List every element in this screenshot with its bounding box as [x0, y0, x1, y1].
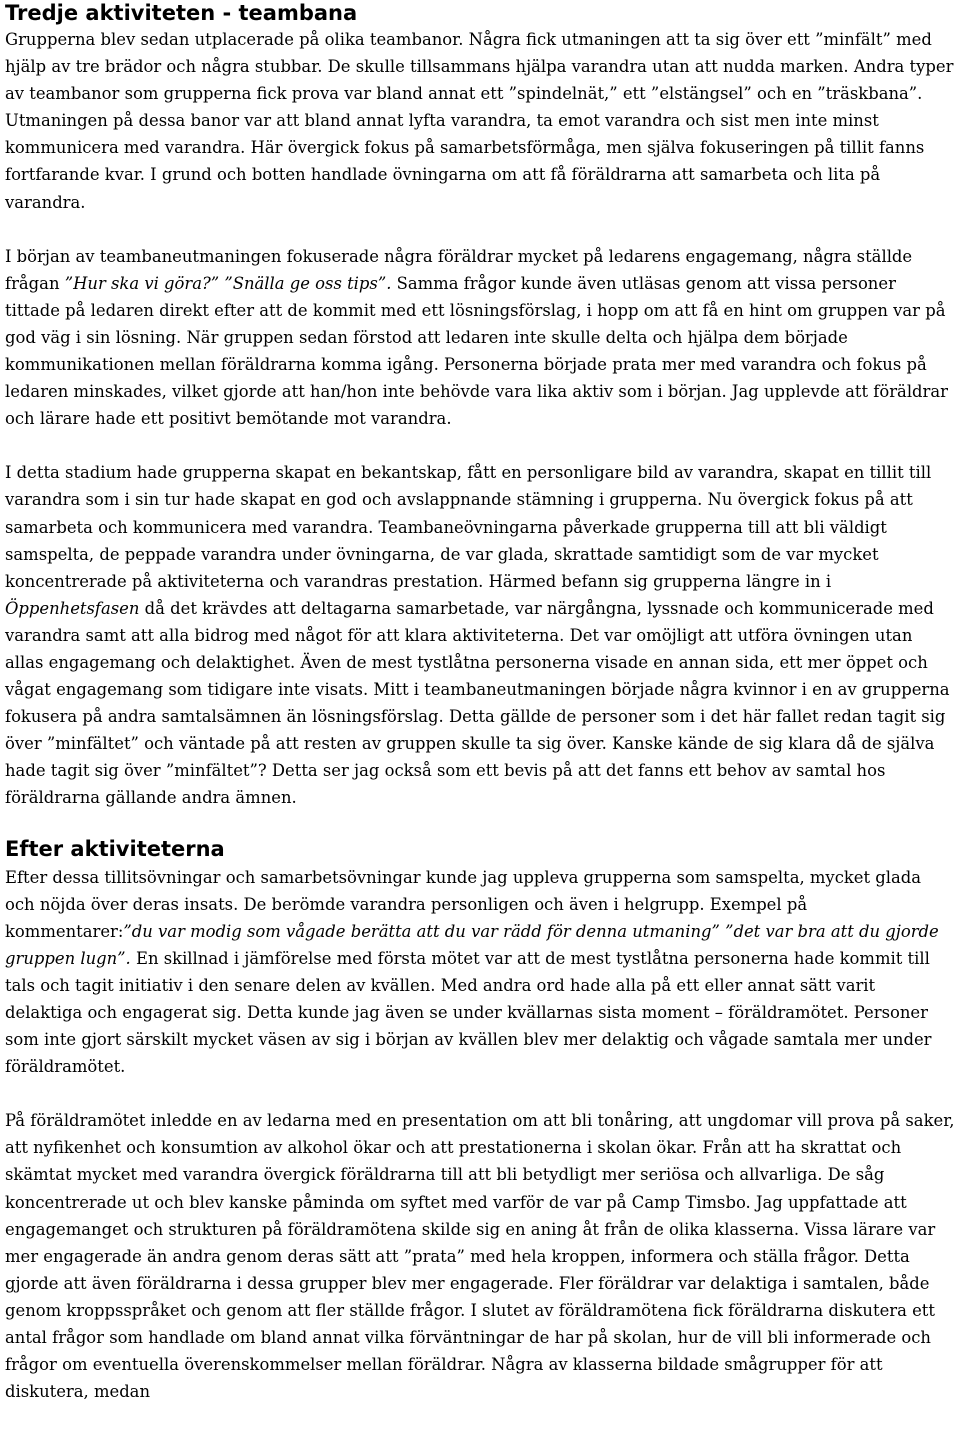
paragraph-text: På föräldramötet inledde en av ledarna med en presentation om att bli tonåring, att ungdomar vill prova på saker, att nyfikenhet och konsumtion av alkohol ökar och att prestationerna i skolan ökar. Från att ha skrattat och skämtat mycket med varandra övergick föräldrarna till att bli betydligt mer seriösa och allvarliga. De såg koncentrerade ut och blev kanske påminda om syftet med varför de var på Camp Timsbo. Jag uppfattade att engagemanget och strukturen på föräldramötena skilde sig en aning åt från de olika klasserna. Vissa lärare var mer engagerade än andra genom deras sätt att ”prata” med hela kroppen, informera och ställa frågor. Detta gjorde att även föräldrarna i dessa grupper blev mer engagerade. Fler föräldrar var delaktiga i samtalen, både genom kroppsspråket och genom att fler ställde frågor. I slutet av föräldramötena fick föräldrarna diskutera ett antal frågor som handlade om bland annat vilka förväntningar de har på skolan, hur de vill bli informerade och frågor om eventuella överenskommelser mellan föräldrar. Några av klasserna bildade smågrupper för att diskutera, medan: [5, 1111, 955, 1402]
paragraph-text: Efter dessa tillitsövningar och samarbetsövningar kunde jag uppleva grupperna som samspelta, mycket glada och nöjda över deras insats. De berömde varandra personligen och även i helgrupp. Exempel på kommentarer:: [5, 867, 922, 941]
paragraph-teambanor: [5, 26, 955, 216]
section-heading-after-activities: Efter aktiviteterna: [5, 836, 225, 861]
quoted-comments: ”du var modig som vågade berätta att du var rädd för denna utmaning” ”det var bra att du gjorde gruppen lugn”.: [5, 921, 939, 968]
document-page: [5, 0, 955, 1405]
paragraph-text: En skillnad i jämförelse med första mötet var att de mest tystlåtna personerna hade kommit till tals och tagit initiativ i den senare delen av kvällen. Med andra ord hade alla på ett eller annat sätt varit delaktiga och engagerat sig. Detta kunde jag även se under kvällarnas sista moment – föräldramötet. Personer som inte gjort särskilt mycket väsen av sig i början av kvällen blev mer delaktig och vågade samtala mer under föräldramötet.: [5, 948, 932, 1077]
paragraph-teambane-start: [5, 243, 955, 433]
paragraph-text: I detta stadium hade grupperna skapat en bekantskap, fått en personligare bild av varandra, skapat en tillit till varandra som i sin tur hade skapat en god och avslappnande stämning i grupperna. Nu övergick fokus på att samarbeta och kommunicera med varandra. Teambaneövningarna påverkade grupperna till att bli väldigt samspelta, de peppade varandra under övningarna, de var glada, skrattade samtidigt som de var mycket koncentrerade på aktiviteterna och varandras prestation. Härmed befann sig grupperna längre in i: [5, 463, 932, 591]
paragraph-text: Grupperna blev sedan utplacerade på olika teambanor. Några fick utmaningen att ta sig över ett ”minfält” med hjälp av tre brädor och några stubbar. De skulle tillsammans hjälpa varandra utan att nudda marken. Andra typer av teambanor som grupperna fick prova var bland annat ett ”spindelnät,” ett ”elstängsel” och en ”träskbana”. Utmaningen på dessa banor var att bland annat lyfta varandra, ta emot varandra och sist men inte minst kommunicera med varandra. Här övergick fokus på samarbetsförmåga, men själva fokuseringen på tillit fanns fortfarande kvar. I grund och botten handlade övningarna om att få föräldrarna att samarbeta och lita på varandra.: [5, 30, 954, 212]
quoted-questions: ”Hur ska vi göra?” ”Snälla ge oss tips”.: [64, 273, 392, 293]
phase-term: Öppenhetsfasen: [5, 598, 140, 618]
paragraph-text: då det krävdes att deltagarna samarbetade, var närgångna, lyssnade och kommunicerade med varandra samt att alla bidrog med något för att klara aktiviteterna. Det var omöjligt att utföra övningen utan allas engagemang och delaktighet. Även de mest tystlåtna personerna visade en annan sida, ett mer öppet och vågat engagemang som tidigare inte visats. Mitt i teambaneutmaningen började några kvinnor i en av grupperna fokusera på andra samtalsämnen än lösningsförslag. Detta gällde de personer som i det här fallet redan tagit sig över ”minfältet” och väntade på att resten av gruppen skulle ta sig över. Kanske kände de sig klara då de själva hade tagit sig över ”minfältet”? Detta ser jag också som ett bevis på att det fanns ett behov av samtal hos föräldrarna gällande andra ämnen.: [5, 598, 950, 808]
paragraph-parent-meeting: [5, 1107, 955, 1405]
paragraph-after-activities: [5, 864, 955, 1081]
paragraph-text: Samma frågor kunde även utläsas genom att vissa personer tittade på ledaren direkt efter att de kommit med ett lösningsförslag, i hopp om att få en hint om gruppen var på god väg i sin lösning. När gruppen sedan förstod att ledaren inte skulle delta och hjälpa dem började kommunikationen mellan föräldrarna komma igång. Personerna började prata mer med varandra och fokus på ledaren minskades, vilket gjorde att han/hon inte behövde vara lika aktiv som i början. Jag upplevde att föräldrar och lärare hade ett positivt bemötande mot varandra.: [5, 273, 948, 429]
section-heading-third-activity: Tredje aktiviteten - teambana: [5, 1, 358, 25]
paragraph-text: I början av teambaneutmaningen fokuserade några föräldrar mycket på ledarens engagemang, några ställde frågan: [5, 246, 913, 293]
paragraph-stadium: [5, 459, 955, 811]
